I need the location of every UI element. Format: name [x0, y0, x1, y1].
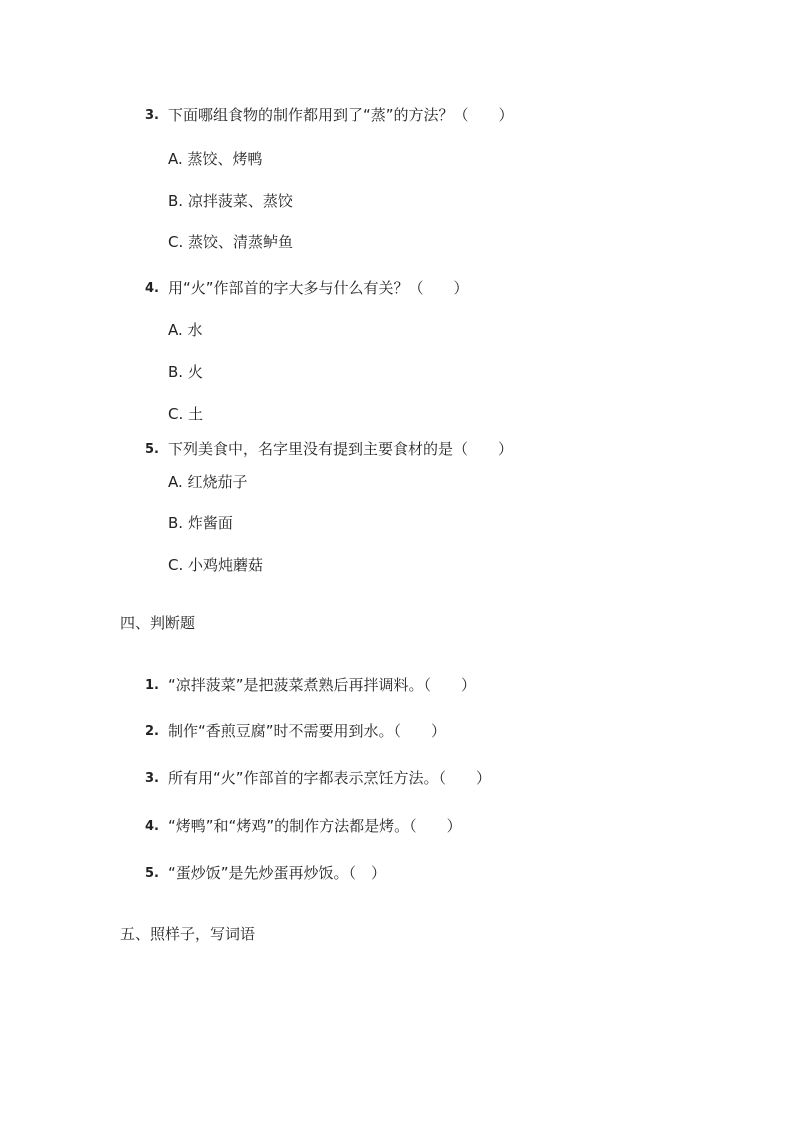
question-number: 3.	[145, 108, 159, 123]
option-a: A. 蒸饺、烤鸭	[168, 150, 263, 168]
option-a: A. 水	[168, 321, 203, 339]
option-c: C. 蒸饺、清蒸鲈鱼	[168, 233, 294, 251]
item-number: 2.	[145, 724, 159, 739]
section-heading: 五、照样子，写词语	[120, 925, 256, 943]
question-number: 4.	[145, 281, 159, 296]
option-a: A. 红烧茄子	[168, 473, 248, 491]
true-false-item: “烤鸭”和“烤鸡”的制作方法都是烤。（ ）	[168, 817, 462, 835]
question-number: 5.	[145, 442, 159, 457]
option-b: B. 凉拌菠菜、蒸饺	[168, 192, 293, 210]
true-false-item: “凉拌菠菜”是把菠菜煮熟后再拌调料。（ ）	[168, 676, 477, 694]
true-false-item: 所有用“火”作部首的字都表示烹饪方法。（ ）	[168, 769, 492, 787]
true-false-item: “蛋炒饭”是先炒蛋再炒饭。（ ）	[168, 864, 387, 882]
option-c: C. 小鸡炖蘑菇	[168, 556, 264, 574]
question-text: 下面哪组食物的制作都用到了“蒸”的方法？（ ）	[168, 106, 514, 124]
option-c: C. 土	[168, 405, 204, 423]
section-heading: 四、判断题	[120, 614, 196, 632]
question-text: 用“火”作部首的字大多与什么有关？（ ）	[168, 279, 469, 297]
question-text: 下列美食中，名字里没有提到主要食材的是（ ）	[168, 440, 514, 458]
item-number: 3.	[145, 771, 159, 786]
true-false-item: 制作“香煎豆腐”时不需要用到水。（ ）	[168, 722, 447, 740]
item-number: 5.	[145, 866, 159, 881]
option-b: B. 炸酱面	[168, 514, 233, 532]
option-b: B. 火	[168, 363, 203, 381]
item-number: 1.	[145, 678, 159, 693]
item-number: 4.	[145, 819, 159, 834]
